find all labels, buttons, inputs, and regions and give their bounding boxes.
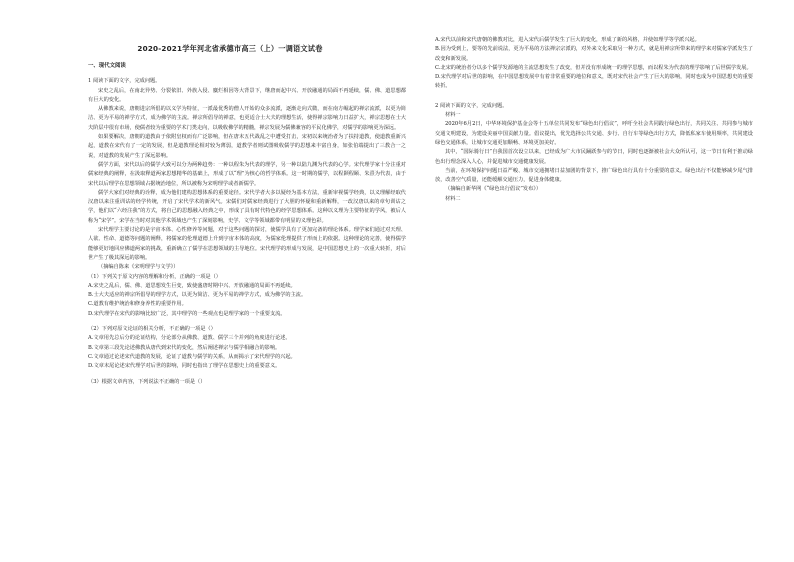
passage-paragraph: 儒学方面，宋代以后的儒学大致可以分为两种趋势：一种以程朱为代表的理学，另一种以陆九渊为代表的心学。宋代理学家十分注重对儒家经典的阐释，在汲取释道两家思想精华的基础上，形成了以“理”为核心的哲学体系。这一时期的儒学，以程颢程颐、朱熹为代表，由于宋代以后理学在思想领域占据统治地位，所以被称为宋明理学或者新儒学。 [88,161,406,187]
question-1-intro: 1 阅读下面的文字，完成问题。 [88,78,161,85]
option-b: B.士大夫适应的禅宗所倡导的理学方式，以更为简洁、更为平易的禅学方式，成为佛学的主流。 [88,292,307,299]
page-title: 2020-2021学年河北省承德市高三（上）一调语文试卷 [137,44,323,53]
option-d: D.宋代理学对后世的影响，在中国思想发展中有着非常重要的地位和意义，既对宋代社会产生了巨大的影响，同时也成为中国思想史的重要转折。 [435,74,753,90]
right-column [435,36,753,204]
question-2-intro: 2 阅读下面的文字，完成问题。 [435,102,508,109]
section-heading: 一、现代文阅读 [88,63,126,69]
material-1-label: 材料一 [445,112,461,119]
option-b: B.文章第三段先论述佛教从唐代到宋代的变化，然后阐述禅宗与儒学相融合的影响。 [88,344,281,351]
passage-paragraph: 宋代理学主要讨论的是宇宙本体、心性修养等问题，对于这些问题的探讨，使儒学具有了更加完备的理论体系。理学家们通过对天理、人欲、性命、道德等问题的阐释，将儒家的伦理道德上升到宇宙本体的高度，为儒家伦理提供了形而上的依据。这种理论的完善，使得儒学能够更好地回应佛道两家的挑战，重新确立了儒学在思想领域的主导地位。宋代理学的形成与发展，是中国思想史上的一次重大转折，对后世产生了极其深远的影响。 [88,227,406,261]
option-c: C.北宋的统治者分以多个儒学发源地的主流思想发生了改变，但并没有形成统一的理学思想，而以程朱为代表的理学影响了后世儒学发展。 [435,64,752,71]
question-2-stem: （2）下列对原文论证的相关分析，不正确的一项是（） [88,326,216,333]
material-paragraph: 当前，在环境保护问题日益严峻、城市交通拥堵日益加剧的背景下，推广绿色出行具有十分重要的意义。绿色出行不仅能够减少尾气排放，改善空气质量，还能缓解交通压力，促进身体健康。 [435,167,753,184]
option-c: C.文章通过论述宋代道教的发展，论证了道教与儒学的关系，从而揭示了宋代理学的兴起。 [88,353,296,360]
material-2-label: 材料二 [445,195,461,202]
passage-source: （摘编自陈来《宋明理学与文学》） [98,264,179,271]
question-1-stem: （1）下列关于原文内容的理解和分析，正确的一项是（） [88,273,221,280]
option-a: A.文章用先总后分的论证结构，分论部分从佛教、道教、儒学三个并列的角度进行论述。 [88,335,291,342]
material-paragraph: 其中，“国际骑行日”自我国首次设立以来，已经成为广大市民踊跃参与的节日，同时也逐渐被社会大众所认可，这一节日有利于推动绿色出行理念深入人心，并促进城市交通健康发展。 [435,149,753,165]
passage-paragraph: 如果要解决，唐朝的道教由于依附皇权而有广泛影响，但在唐末五代战乱之中遭受打击，宋初以来统治者为了扶持道教，使道教重新兴起，道教在宋代有了一定的发展，但是道教理论相对较为薄弱，道教学者则试图吸收儒学的思想来丰富自身，如张伯端提出了三教合一之说，对道教的发展产生了深远影响。 [88,134,406,159]
option-c: C.道教有维护统治和修身养性的重要作用。 [88,301,187,308]
material-paragraph: 2020年6月2日，中华环境保护基金会等十五单位共同发布“绿色出行倡议”，呼吁全社会共同践行绿色出行，共同关注、共同参与城市交通文明建设，为建设美丽中国贡献力量。倡议提出，优先选择公共交通、步行、自行车等绿色出行方式，降低私家车使用频率，共同建设绿色交通体系，让城市交通更加顺畅、环境更加美好。 [435,121,753,146]
option-a: A.宋代以前和宋代唐朝的佛教对比，进入宋代后儒学发生了巨大的变化，形成了新的风格，并使如理学等学派兴起。 [435,37,700,43]
option-b: B.因为受到上，要等的先前说法，更为平易的方法禅宗宗派的，对外来文化采取另一种方式，就是用禅宗所带来的理学来对儒家学派发生了改变和新发展。 [435,46,753,62]
question-3-stem: （3）根据文章内容，下列说法不正确的一项是（） [88,378,206,385]
material-source: （摘编自新华网《“绿色出行倡议”发布》） [445,186,542,193]
passage-paragraph: 儒学大家们对经典的诠释，成为他们建构思想体系的重要途径。宋代学者大多以疑经为基本方法，重新审视儒学经典，以义理解经取代汉唐以来注重训诂的经学传统，开启了宋代学术的新风气。宋儒们对儒家经典进行了大胆的怀疑和重新解释，一改汉唐以来的章句训诂之学，他们以“六经注我”的方式，将自己的思想融入经典之中，形成了具有时代特色的经学思想体系。这种以义理为主要特征的学风，被后人称为“宋学”。宋学在当时对其他学术领域也产生了深刻影响，史学、文学等领域都带有明显的义理色彩。 [88,189,406,224]
passage-paragraph: 宋史之乱后，在南北异势、分裂依旧、外族入侵、麋烂相因等大背景下，继唐而起中兴、开放融通的局面不再延续，儒、佛、道思想都有巨大的变化。 [88,87,406,103]
option-d: D.宋代理学在宋代的影响比较广泛，其中理学的一些观点也是理学家的一个重要支流。 [88,310,286,317]
left-column [88,62,406,387]
option-d: D.文章末尾论述宋代理学对后世的影响，同时也指出了理学在思想史上的重要意义。 [88,363,281,370]
passage-paragraph: 从佛教来说，唐朝进宗所倡的以义学为特征，一派最优秀的僧人开始的众多流派，逐渐走向式微，而在南方崛起的禅宗流派，以更为简洁、更为平易的禅学方式，成为佛学的主流。禅宗所倡导的禅意，也更适合士大夫的理想生活，使得禅宗影响力日益扩大，禅宗思想在士大夫阶层中很有市场，使儒者较为重要的学术门类走向，以吸收佛学的精髓，禅宗发展为儒佛兼容的平民化佛学，对儒学的影响更为深远。 [88,106,406,131]
option-a: A.宋史之乱后，儒、佛、道思想发生巨变，致使盛唐时期中兴、开放融通的局面不再延续。 [88,282,296,289]
